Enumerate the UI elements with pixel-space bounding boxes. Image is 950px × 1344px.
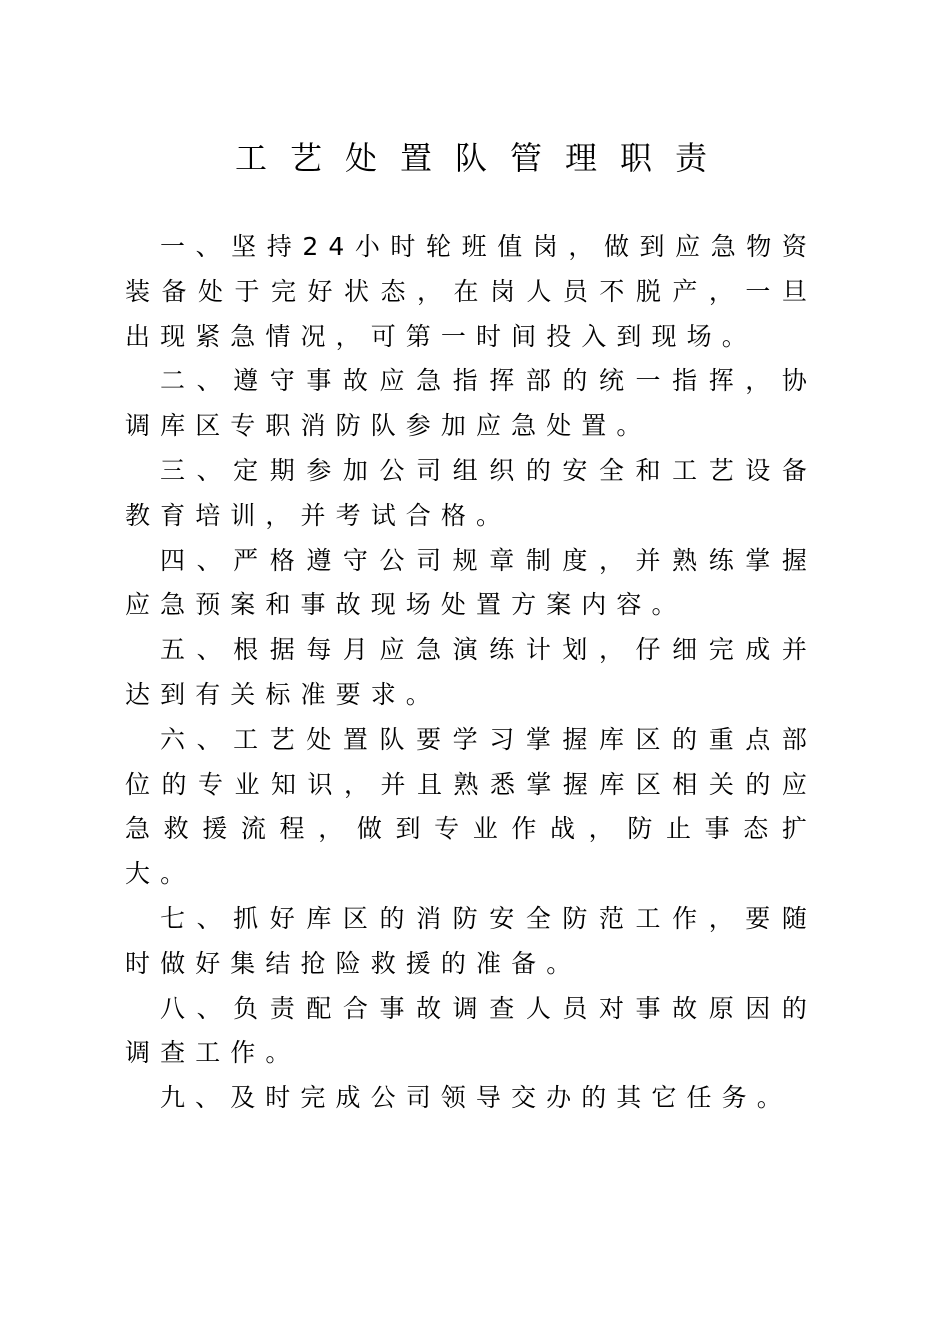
- duty-item-9: 九、及时完成公司领导交办的其它任务。: [160, 1083, 792, 1113]
- document-title: 工艺处置队管理职责: [234, 139, 730, 177]
- duty-item-2: 二、遵守事故应急指挥部的统一指挥，协调库区专职消防队参加应急处置。: [125, 366, 817, 441]
- duty-item-1: 一、坚持24小时轮班值岗，做到应急物资装备处于完好状态，在岗人员不脱产，一旦出现紧急情况，可第一时间投入到现场。: [125, 232, 817, 351]
- duty-item-7: 七、抓好库区的消防安全防范工作，要随时做好集结抢险救援的准备。: [125, 903, 817, 978]
- document-body: [125, 225, 817, 1121]
- duty-item-3: 三、定期参加公司组织的安全和工艺设备教育培训，并考试合格。: [125, 455, 817, 530]
- duty-item-6: 六、工艺处置队要学习掌握库区的重点部位的专业知识，并且熟悉掌握库区相关的应急救援流程，做到专业作战，防止事态扩大。: [125, 724, 817, 889]
- duty-item-5: 五、根据每月应急演练计划，仔细完成并达到有关标准要求。: [125, 635, 817, 709]
- duty-item-8: 八、负责配合事故调查人员对事故原因的调查工作。: [125, 993, 817, 1068]
- duty-item-4: 四、严格遵守公司规章制度，并熟练掌握应急预案和事故现场处置方案内容。: [125, 545, 817, 620]
